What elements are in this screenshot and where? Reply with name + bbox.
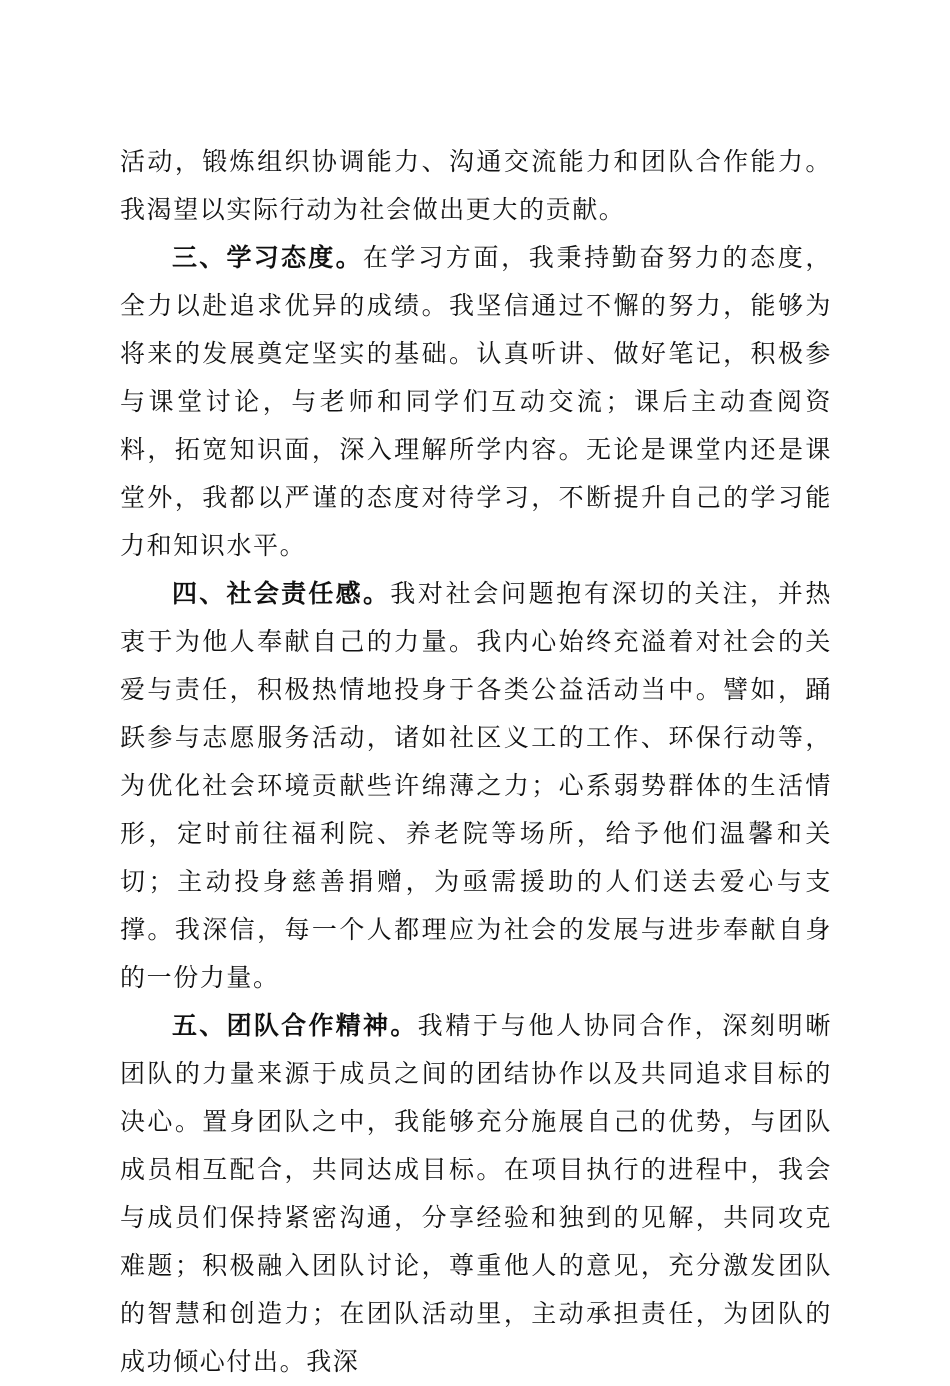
paragraph-text: 我精于与他人协同合作，深刻明晰团队的力量来源于成员之间的团结协作以及共同追求目标的决心。置身团队之中，我能够充分施展自己的优势，与团队成员相互配合，共同达成目标。在项目执行的进程中，我会与成员们保持紧密沟通，分享经验和独到的见解，共同攻克难题；积极融入团队讨论，尊重他人的意见，充分激发团队的智慧和创造力；在团队活动里，主动承担责任，为团队的成功倾心付出。我深 [120,1011,832,1376]
document-body [120,138,832,1386]
paragraph-social-responsibility [120,570,832,1002]
section-heading-teamwork: 五、团队合作精神。 [172,1011,418,1040]
paragraph-teamwork [120,1002,832,1386]
section-heading-study-attitude: 三、学习态度。 [172,243,363,272]
section-heading-social-responsibility: 四、社会责任感。 [172,579,391,608]
paragraph-text: 在学习方面，我秉持勤奋努力的态度，全力以赴追求优异的成绩。我坚信通过不懈的努力，能够为将来的发展奠定坚实的基础。认真听讲、做好笔记，积极参与课堂讨论，与老师和同学们互动交流；课后主动查阅资料，拓宽知识面，深入理解所学内容。无论是课堂内还是课堂外，我都以严谨的态度对待学习，不断提升自己的学习能力和知识水平。 [120,243,832,560]
paragraph-text: 活动，锻炼组织协调能力、沟通交流能力和团队合作能力。我渴望以实际行动为社会做出更大的贡献。 [120,147,832,224]
paragraph-study-attitude [120,234,832,570]
paragraph-continuation [120,138,832,234]
paragraph-text: 我对社会问题抱有深切的关注，并热衷于为他人奉献自己的力量。我内心始终充溢着对社会的关爱与责任，积极热情地投身于各类公益活动当中。譬如，踊跃参与志愿服务活动，诸如社区义工的工作、环保行动等，为优化社会环境贡献些许绵薄之力；心系弱势群体的生活情形，定时前往福利院、养老院等场所，给予他们温馨和关切；主动投身慈善捐赠，为亟需援助的人们送去爱心与支撑。我深信，每一个人都理应为社会的发展与进步奉献自身的一份力量。 [120,579,832,992]
